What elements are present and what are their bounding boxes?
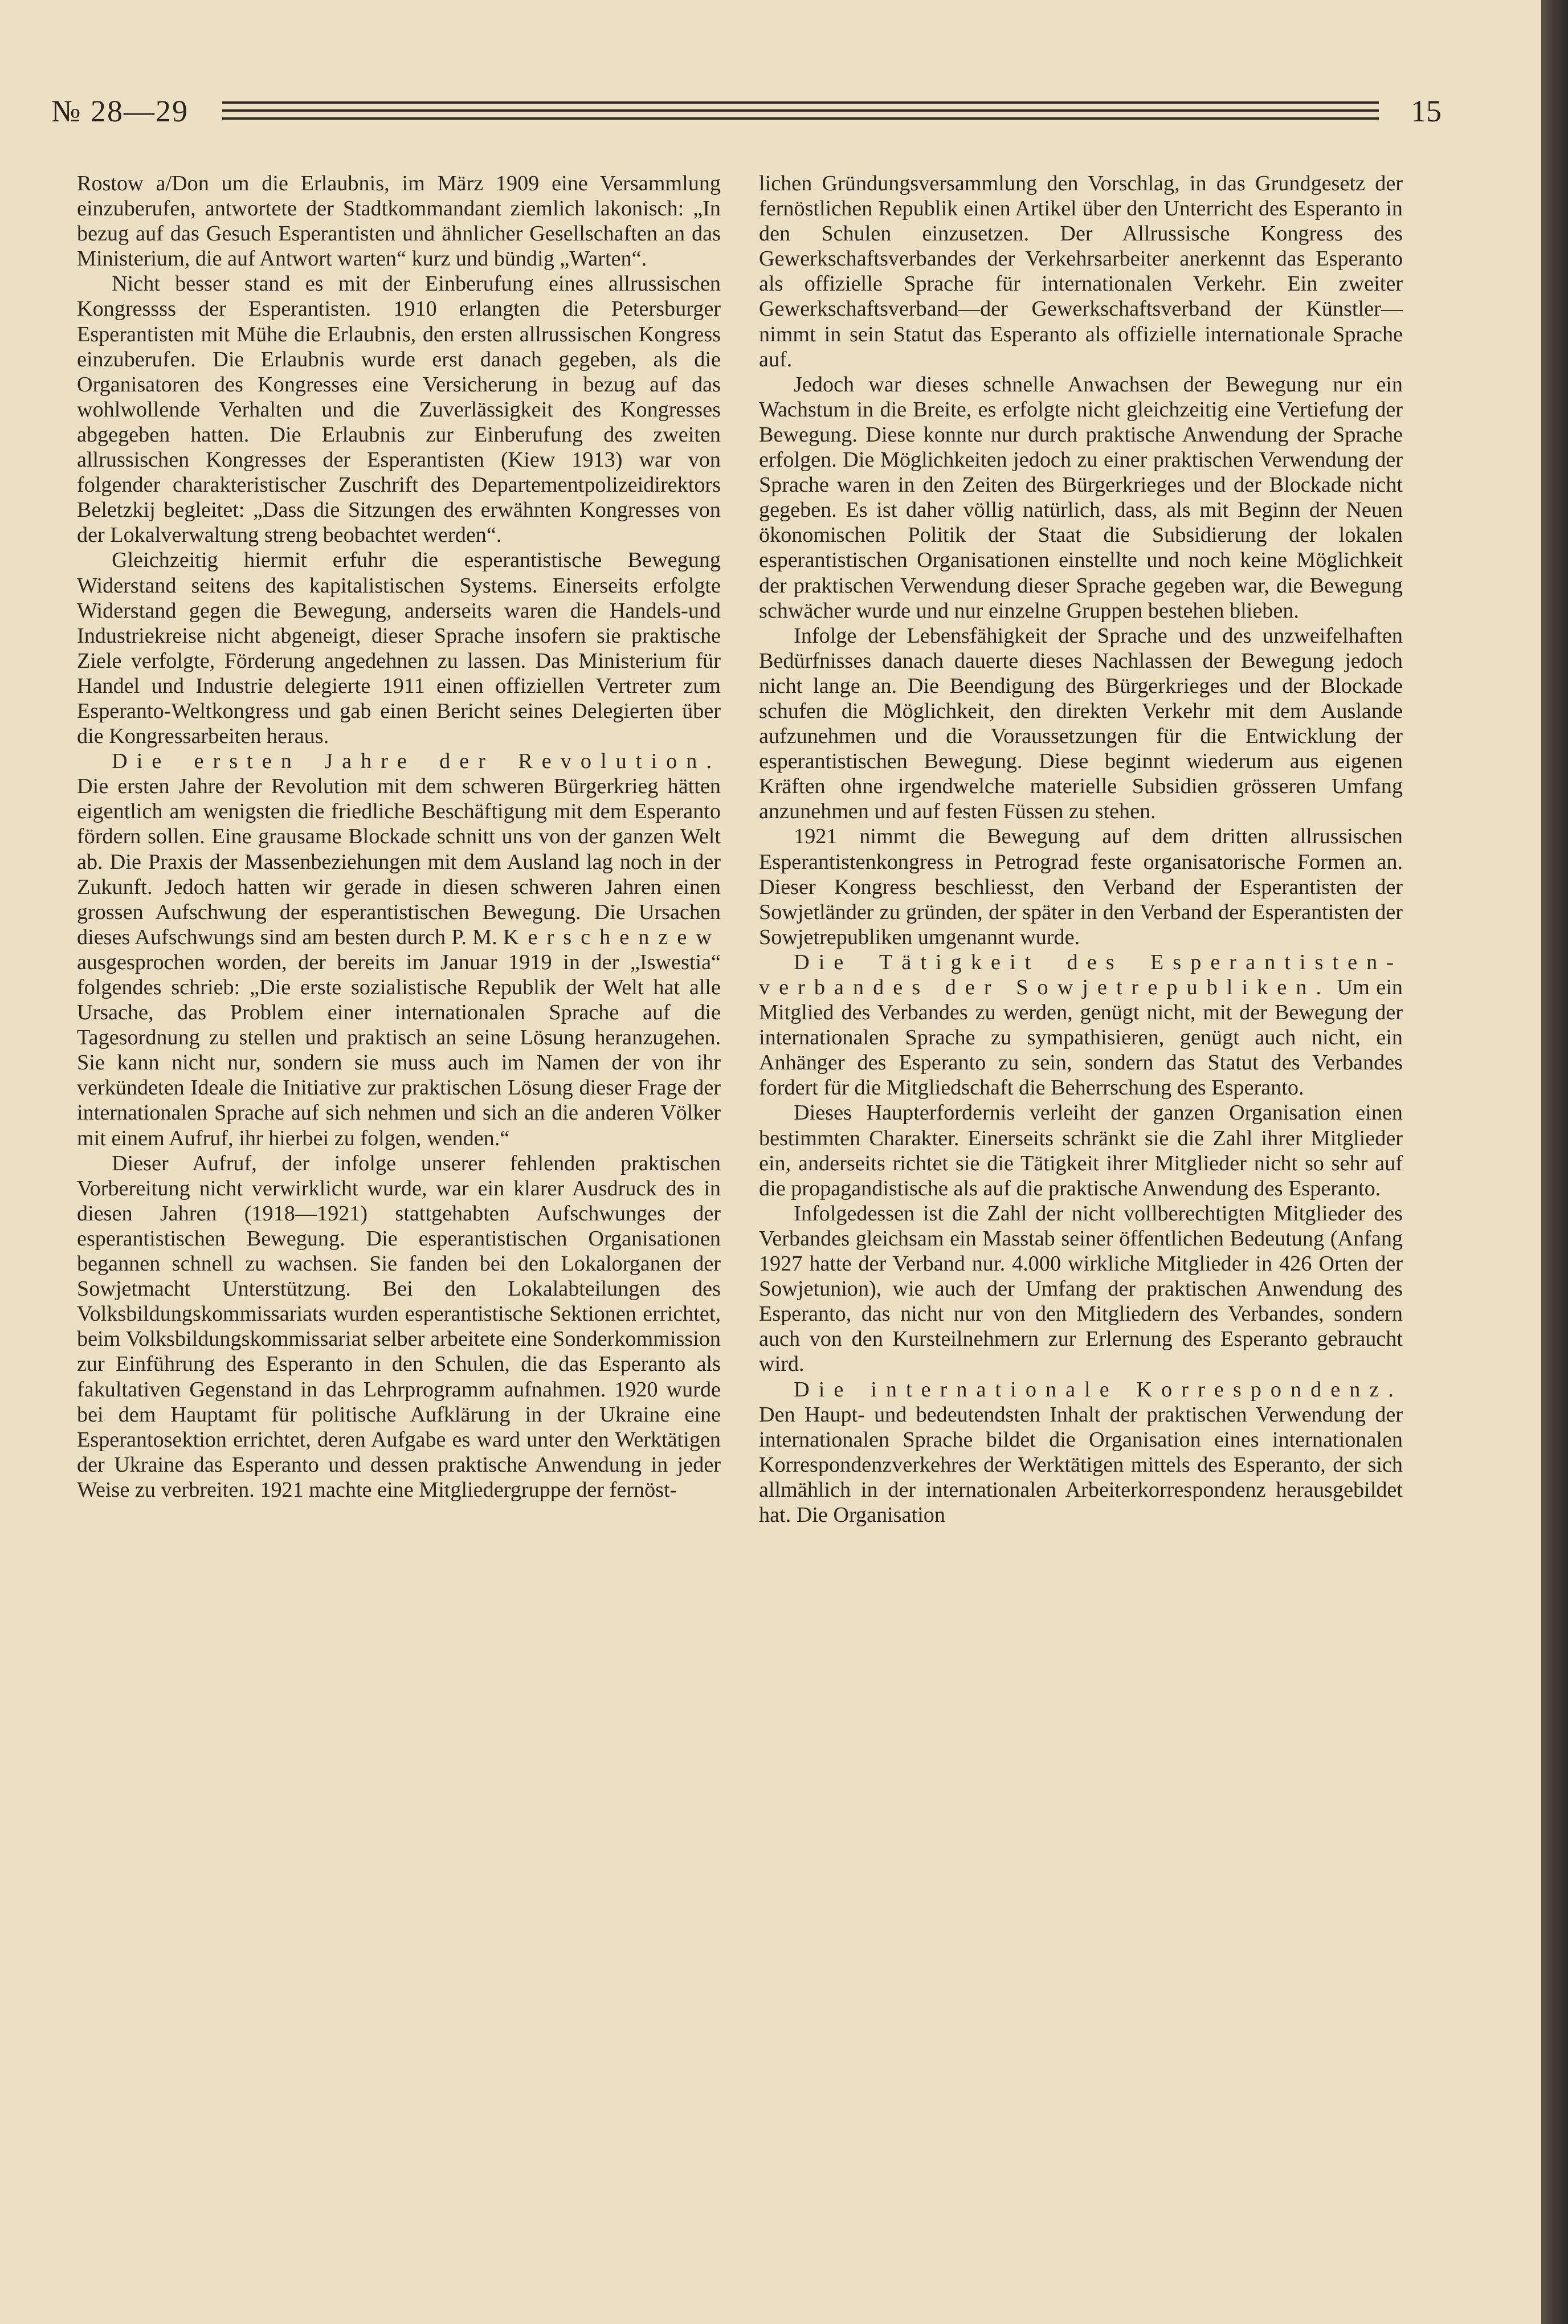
paragraph-text: Die ersten Jahre der Revolution mit dem schweren Bürgerkrieg hätten eigentlich am wenigsten die friedliche Beschäftigung mit dem Esperanto fördern sollen. Eine grausame Blockade schnitt uns von der ganzen Welt ab. Die Praxis der Massenbeziehungen mit dem Ausland lag noch in der Zukunft. Jedoch hatten wir gerade in diesen schweren Jahren einen grossen Aufschwung der esperantistischen Bewegung. Die Ursachen dieses Aufschwungs sind am besten durch P. M. [77,774,721,949]
paragraph: 1921 nimmt die Bewegung auf dem dritten allrussischen Esperantistenkongress in Petrograd feste organisatorische Formen an. Dieser Kongress beschliesst, den Verband der Esperantisten der Sowjetländer zu gründen, der später in den Verband der Esperantisten der Sowjetrepubliken umgenannt wurde. [759,824,1403,949]
header-rule [222,109,1379,112]
paragraph: Infolge der Lebensfähigkeit der Sprache und des unzweifelhaften Bedürfnisses danach dauerte dieses Nachlassen der Bewegung jedoch nicht lange an. Die Beendigung des Bürgerkrieges und der Blockade schufen die Möglichkeit, den direkten Verkehr mit dem Auslande aufzunehmen und die Voraussetzungen für die Entwicklung der esperantistischen Bewegung. Diese beginnt wiederum aus eigenen Kräften ohne irgendwelche materielle Subsidien grösseren Umfang anzunehmen und auf festen Füssen zu stehen. [759,623,1403,824]
page-number: 15 [1411,94,1442,128]
header-rule [222,101,1379,104]
paragraph: Dieser Aufruf, der infolge unserer fehlenden praktischen Vorbereitung nicht verwirklicht wurde, war ein klarer Ausdruck des in diesen Jahren (1918—1921) stattgehabten Aufschwunges der esperantistischen Bewegung. Die esperantistischen Organisationen begannen schnell zu wachsen. Sie fanden bei den Lokalorganen der Sowjetmacht Unterstützung. Bei den Lokalabteilungen des Volksbildungskommissariats wurden esperantistische Sektionen errichtet, beim Volksbildungskommissariat selber arbeitete eine Sonderkommission zur Einführung des Esperanto in den Schulen, die das Esperanto als fakultativen Gegenstand in das Lehrprogramm aufnahmen. 1920 wurde bei dem Hauptamt für politische Aufklärung in der Ukraine eine Esperantosektion errichtet, deren Aufgabe es ward unter den Werktätigen der Ukraine das Esperanto und dessen praktische Anwendung in jeder Weise zu verbreiten. 1921 machte eine Mitgliedergruppe der fernöst- [77,1151,721,1502]
section-heading: Die Tätigkeit des Esperantisten-verbandes der Sowjetrepubliken. [759,950,1403,999]
paragraph: Nicht besser stand es mit der Einberufung eines allrussischen Kongressss der Esperantisten. 1910 erlangten die Petersburger Esperantisten mit Mühe die Erlaubnis, den ersten allrussischen Kongress einzuberufen. Die Erlaubnis wurde erst danach gegeben, als die Organisatoren des Kongresses eine Versicherung in bezug auf das wohlwollende Verhalten und die Zuverlässigkeit des Kongresses abgegeben hatten. Die Erlaubnis zur Einberufung des zweiten allrussischen Kongresses der Esperantisten (Kiew 1913) war von folgender charakteristischer Zuschrift des Departementpolizeidirektors Beletzkij begleitet: „Dass die Sitzungen des erwähnten Kongresses von der Lokalverwaltung streng beobachtet werden“. [77,272,721,548]
paragraph-text: Um ein Mitglied des Verbandes zu werden, genügt nicht, mit der Bewegung der internationalen Sprache zu sympathisieren, genügt auch nicht, ein Anhänger des Esperanto zu sein, sondern das Statut des Verbandes fordert für die Mitgliedschaft die Beherrschung des Esperanto. [759,975,1403,1100]
paragraph: Infolgedessen ist die Zahl der nicht vollberechtigten Mitglieder des Verbandes gleichsam ein Masstab seiner öffentlichen Bedeutung (Anfang 1927 hatte der Verband nur. 4.000 wirkliche Mitglieder in 426 Orten der Sowjetunion), wie auch der Umfang der praktischen Anwendung des Esperanto, das nicht nur von den Mitgliedern des Verbandes, sondern auch von den Kursteilnehmern zur Erlernung des Esperanto gebraucht wird. [759,1201,1403,1377]
paragraph-text: Den Haupt- und bedeutendsten Inhalt der praktischen Verwendung der internationalen Sprache bildet die Organisation eines internationalen Korrespondenzverkehres der Werktätigen mittels des Esperanto, der sich allmählich in der internationalen Arbeiterkorrespondenz herausgebildet hat. Die Organisation [759,1402,1403,1527]
paragraph: Dieses Haupterfordernis verleiht der ganzen Organisation einen bestimmten Charakter. Einerseits schränkt sie die Zahl ihrer Mitglieder ein, anderseits richtet sie die Tätigkeit ihrer Mitglieder nicht so sehr auf die propagandistische als auf die praktische Anwendung des Esperanto. [759,1101,1403,1200]
page-header [51,85,1442,137]
right-column [759,171,1403,1527]
left-column [77,171,721,1502]
paragraph-text: ausgesprochen worden, der bereits im Januar 1919 in der „Iswestia“ folgendes schrieb: „Die erste sozialistische Republik der Welt hat alle Ursache, das Problem einer internationalen Sprache auf die Tagesordnung zu stellen und praktisch an seine Lösung heranzugehen. Sie kann nicht nur, sondern sie muss auch im Namen der von ihr verkündeten Ideale die Initiative zur praktischen Lösung dieser Frage der internationalen Sprache auf sich nehmen und sich an die anderen Völker mit einem Aufruf, ihr hierbei zu folgen, wenden.“ [77,950,721,1150]
issue-number: № 28—29 [51,94,189,128]
person-name: Kerschenzew [503,925,721,949]
binding-edge [1541,0,1568,2324]
paragraph [77,749,721,1151]
paragraph: lichen Gründungsversammlung den Vorschlag, in das Grundgesetz der fernöstlichen Republik einen Artikel über den Unterricht des Esperanto in den Schulen einzusetzen. Der Allrussische Kongress des Gewerkschaftsverbandes der Verkehrsarbeiter anerkennt das Esperanto als offizielle Sprache für internationalen Verkehr. Ein zweiter Gewerkschaftsverband—der Gewerkschaftsverband der Künstler—nimmt in sein Statut das Esperanto als offizielle internationale Sprache auf. [759,171,1403,371]
section-heading: Die internationale Korrespondenz. [794,1377,1403,1402]
paragraph [759,1377,1403,1528]
paragraph: Jedoch war dieses schnelle Anwachsen der Bewegung nur ein Wachstum in die Breite, es erfolgte nicht gleichzeitig eine Vertiefung der Bewegung. Diese konnte nur durch praktische Anwendung der Sprache erfolgen. Die Möglichkeiten jedoch zu einer praktischen Verwendung der Sprache waren in den Zeiten des Bürgerkrieges und der Blockade nicht gegeben. Es ist daher völlig natürlich, dass, als mit Beginn der Neuen ökonomischen Politik der Staat die Subsidierung der lokalen esperantistischen Organisationen einstellte und noch keine Möglichkeit der praktischen Verwendung dieser Sprache gegeben war, die Bewegung schwächer wurde und nur einzelne Gruppen bestehen blieben. [759,372,1403,623]
section-heading: Die ersten Jahre der Revolution. [112,749,721,774]
paragraph [759,950,1403,1101]
paragraph: Gleichzeitig hiermit erfuhr die esperantistische Bewegung Widerstand seitens des kapitalistischen Systems. Einerseits erfolgte Widerstand gegen die Bewegung, anderseits waren die Handels-und Industriekreise nicht abgeneigt, dieser Sprache insofern sie praktische Ziele verfolgte, Förderung angedehnen zu lassen. Das Ministerium für Handel und Industrie delegierte 1911 einen offiziellen Vertreter zum Esperanto-Weltkongress und gab einen Bericht seines Delegierten über die Kongressarbeiten heraus. [77,548,721,749]
header-rule [222,117,1379,120]
paragraph: Rostow a/Don um die Erlaubnis, im März 1909 eine Versammlung einzuberufen, antwortete der Stadtkommandant ziemlich lakonisch: „In bezug auf das Gesuch Esperantisten und ähnlicher Gesellschaften an das Ministerium, die auf Antwort warten“ kurz und bündig „Warten“. [77,171,721,271]
